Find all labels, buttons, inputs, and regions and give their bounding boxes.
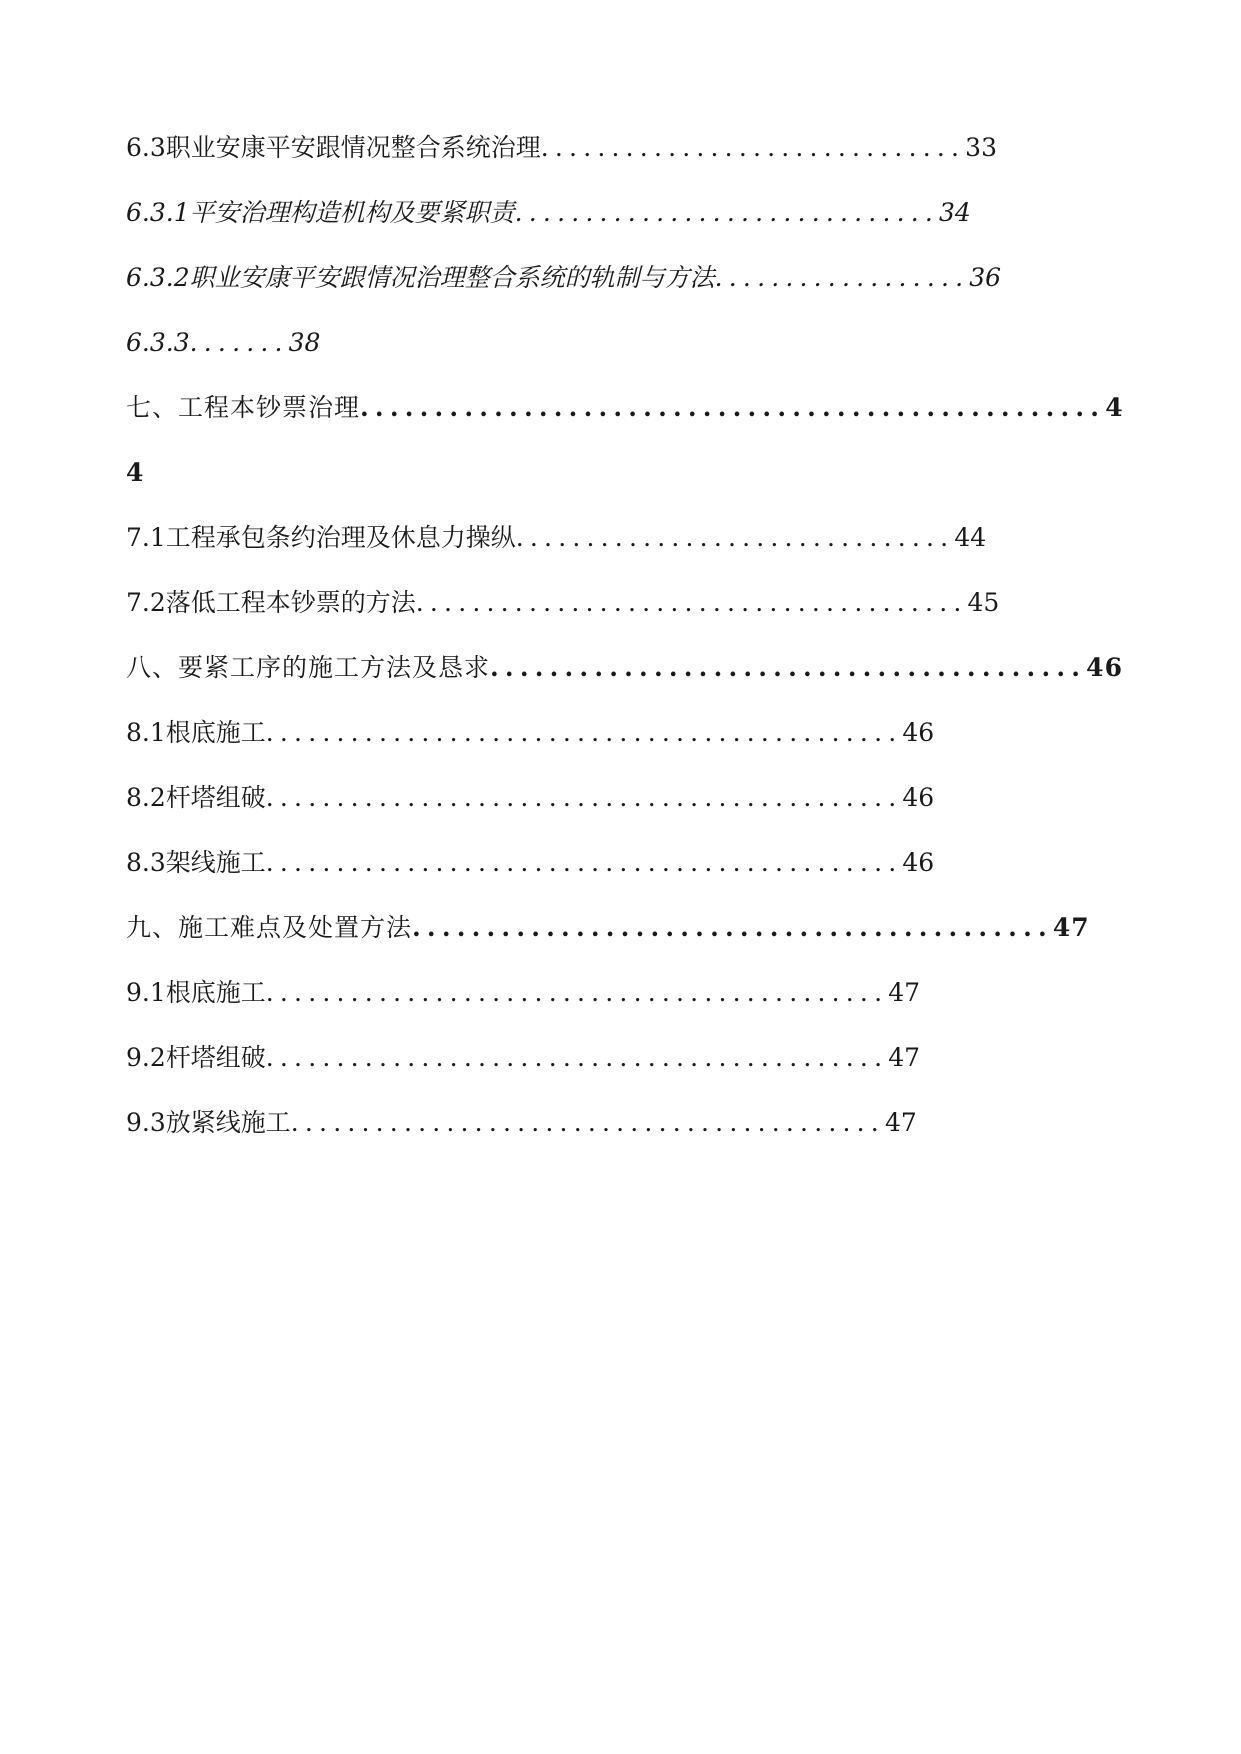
toc-chapter-8[interactable] <box>126 648 1146 713</box>
toc-entry-7-1[interactable] <box>126 518 1146 583</box>
toc-dot-leader: ....... <box>189 328 289 357</box>
toc-page-number: 36 <box>969 263 1002 292</box>
toc-dot-leader: .............................. <box>514 198 940 227</box>
toc-dot-leader: ............................................ <box>265 978 889 1007</box>
toc-entry-title: 6.3职业安康平安跟情况整合系统治理 <box>126 133 541 162</box>
toc-dot-leader: .................................................. <box>360 393 1106 422</box>
toc-entry-title: 7.1工程承包条约治理及休息力操纵 <box>126 523 516 552</box>
toc-dot-leader: ........................................... <box>412 913 1053 942</box>
toc-dot-leader: ............................................. <box>265 848 903 877</box>
toc-page-number: 4 <box>1105 393 1124 422</box>
toc-page-number: 34 <box>939 198 971 227</box>
toc-page-number: 45 <box>967 588 1000 617</box>
toc-dot-leader: ............................................ <box>265 1043 889 1072</box>
toc-chapter-7[interactable] <box>126 388 1146 453</box>
toc-page-number: 4 <box>126 458 144 487</box>
toc-entry-6-3[interactable] <box>126 128 1146 193</box>
toc-entry-9-1[interactable] <box>126 973 1146 1038</box>
toc-dot-leader: .................. <box>714 263 970 292</box>
toc-entry-title: 9.3放紧线施工 <box>126 1108 291 1137</box>
toc-page-number: 47 <box>884 1108 917 1137</box>
toc-entry-title: 9.2杆塔组破 <box>126 1043 266 1072</box>
toc-page-number: 47 <box>888 978 921 1007</box>
toc-entry-6-3-3[interactable] <box>126 323 1146 388</box>
toc-page-number: 46 <box>902 783 935 812</box>
toc-dot-leader: ........................................ <box>490 653 1087 682</box>
toc-chapter-9[interactable] <box>126 908 1146 973</box>
toc-chapter-7-page-wrap <box>126 453 1146 518</box>
toc-entry-8-2[interactable] <box>126 778 1146 843</box>
toc-dot-leader: ....................................... <box>415 588 968 617</box>
toc-page-number: 38 <box>288 328 321 357</box>
toc-entry-title: 6.3.2职业安康平安跟情况治理整合系统的轨制与方法 <box>126 263 715 292</box>
toc-entry-8-3[interactable] <box>126 843 1146 908</box>
toc-entry-title: 6.3.3 <box>126 328 190 357</box>
toc-page-number: 33 <box>965 133 997 162</box>
toc-entry-6-3-1[interactable] <box>126 193 1146 258</box>
toc-entry-7-2[interactable] <box>126 583 1146 648</box>
toc-dot-leader: ............................... <box>515 523 955 552</box>
toc-entry-title: 九、施工难点及处置方法 <box>126 913 413 942</box>
toc-page-number: 47 <box>1052 913 1090 942</box>
toc-page-number: 44 <box>954 523 987 552</box>
toc-dot-leader: ............................................. <box>265 783 903 812</box>
toc-dot-leader: ............................................. <box>265 718 903 747</box>
toc-entry-6-3-2[interactable] <box>126 258 1146 323</box>
toc-dot-leader: .............................. <box>540 133 966 162</box>
toc-page-number: 47 <box>888 1043 921 1072</box>
toc-entry-title: 7.2落低工程本钞票的方法 <box>126 588 416 617</box>
toc-entry-title: 8.3架线施工 <box>126 848 266 877</box>
toc-dot-leader: .......................................... <box>290 1108 885 1137</box>
toc-page-number: 46 <box>902 848 935 877</box>
toc-entry-title: 八、要紧工序的施工方法及恳求 <box>126 653 491 682</box>
table-of-contents <box>126 128 1146 1168</box>
toc-entry-title: 6.3.1平安治理构造机构及要紧职责 <box>126 198 515 227</box>
toc-entry-title: 七、工程本钞票治理 <box>126 393 361 422</box>
toc-page-number: 46 <box>1086 653 1123 682</box>
toc-entry-9-2[interactable] <box>126 1038 1146 1103</box>
toc-entry-9-3[interactable] <box>126 1103 1146 1168</box>
toc-entry-title: 8.2杆塔组破 <box>126 783 266 812</box>
toc-page-number: 46 <box>902 718 935 747</box>
toc-entry-title: 9.1根底施工 <box>126 978 266 1007</box>
toc-entry-8-1[interactable] <box>126 713 1146 778</box>
toc-entry-title: 8.1根底施工 <box>126 718 266 747</box>
